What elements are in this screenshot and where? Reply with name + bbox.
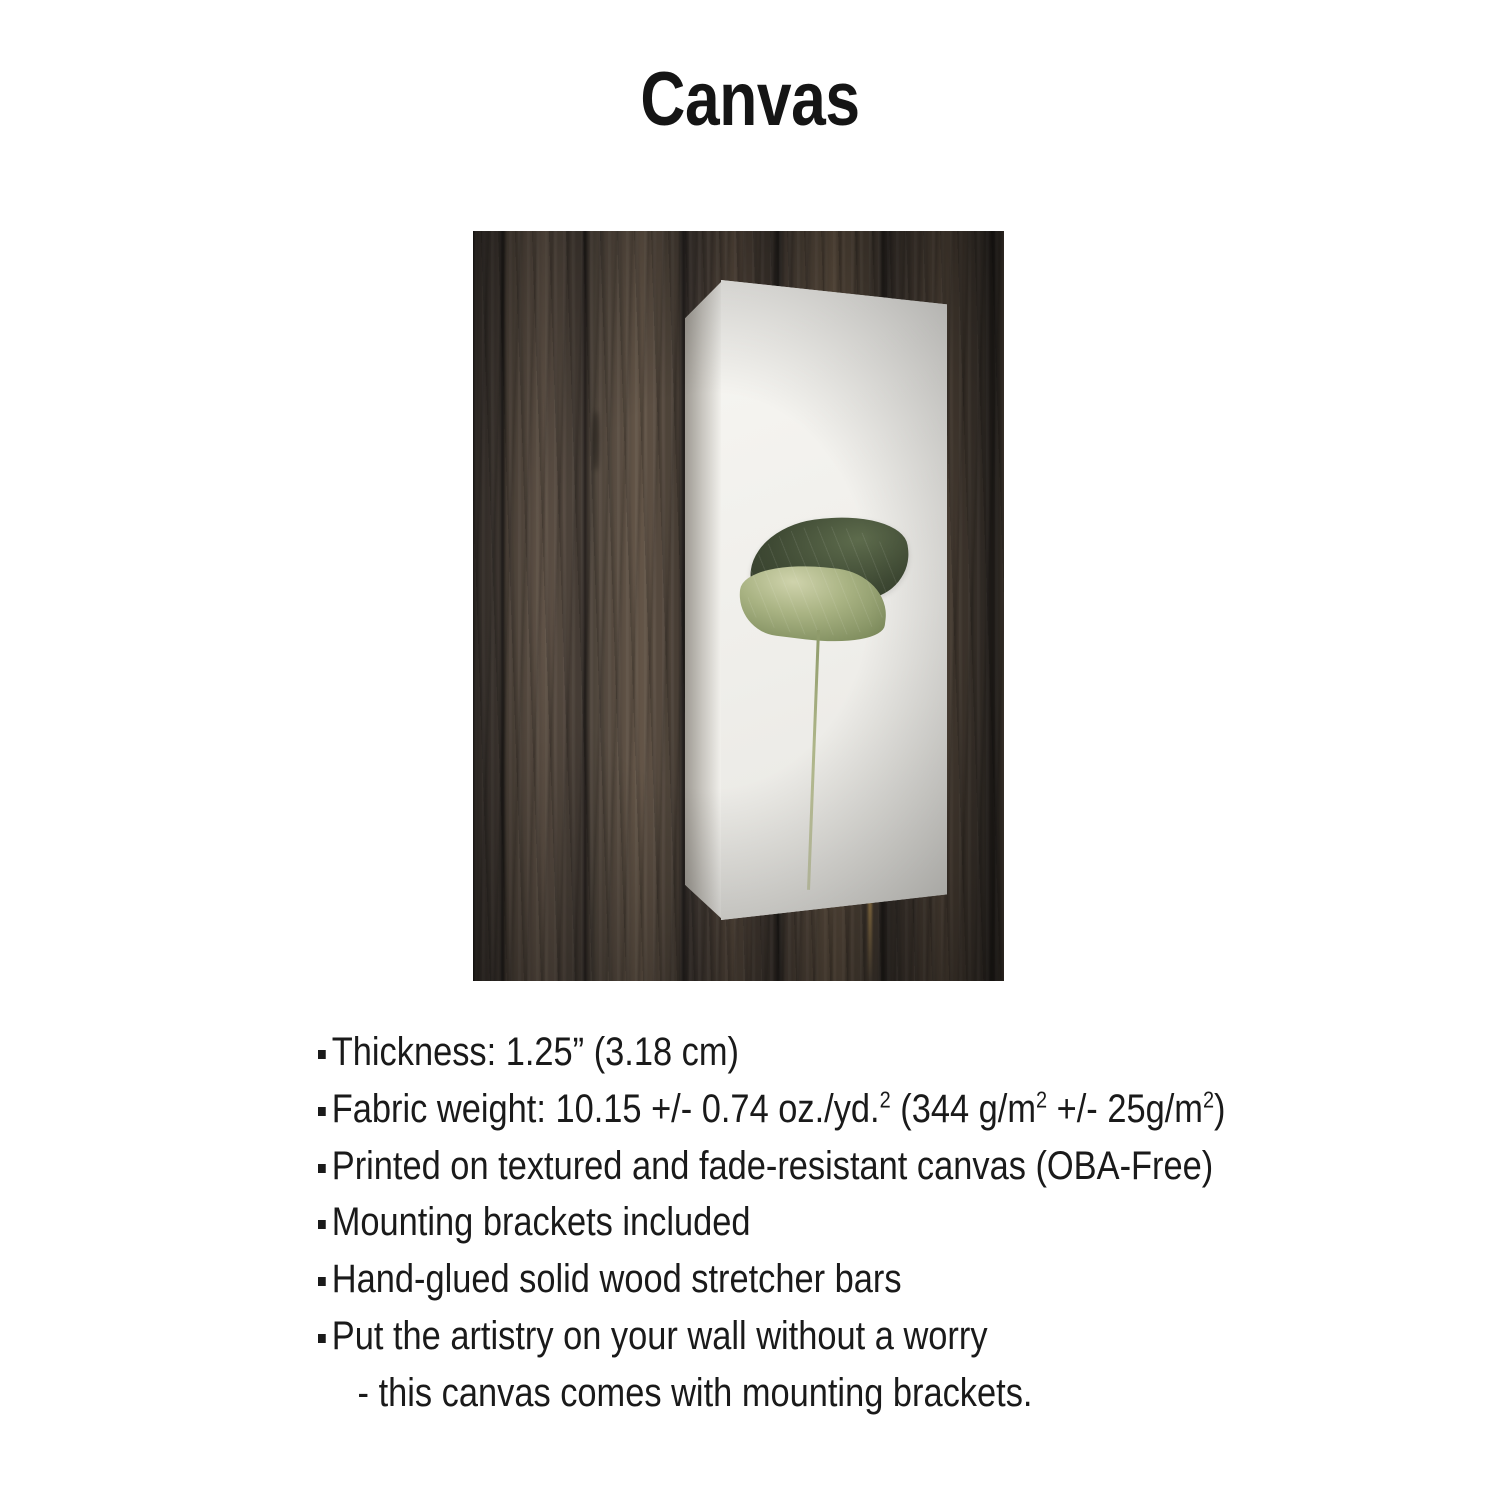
- bullet-icon: [318, 1220, 326, 1229]
- list-item-label: Put the artistry on your wall without a worry: [331, 1313, 988, 1358]
- list-item: [318, 1194, 1221, 1251]
- bullet-icon: [318, 1050, 326, 1059]
- bullet-icon: [318, 1107, 326, 1116]
- list-item: [318, 1251, 1221, 1308]
- canvas-print-photo: [473, 231, 1004, 981]
- bullet-icon: [318, 1164, 326, 1173]
- list-item: [318, 1024, 1221, 1081]
- list-item: [318, 1308, 1221, 1365]
- list-item: [318, 1081, 1226, 1138]
- bullet-icon: [318, 1277, 326, 1286]
- list-item-label: Fabric weight: 10.15 +/- 0.74 oz./yd.$^2$ (344 $g/m^2$ +/- $25g/m^2$): [331, 1086, 1226, 1131]
- list-item-label: Printed on textured and fade-resistant canvas (OBA-Free): [331, 1143, 1214, 1188]
- photo-vignette: [473, 231, 1004, 981]
- list-item-continuation: [318, 1365, 1221, 1422]
- list-item-label: Thickness: 1.25” (3.18 cm): [331, 1030, 739, 1074]
- list-item: [318, 1138, 1221, 1195]
- list-item-label: Mounting brackets included: [331, 1200, 751, 1245]
- list-item-label: Hand-glued solid wood stretcher bars: [331, 1257, 902, 1302]
- list-item-label: - this canvas comes with mounting brackets.: [357, 1370, 1033, 1415]
- page-title: Canvas: [640, 57, 860, 142]
- feature-list: [318, 1024, 1368, 1422]
- bullet-icon: [318, 1334, 326, 1343]
